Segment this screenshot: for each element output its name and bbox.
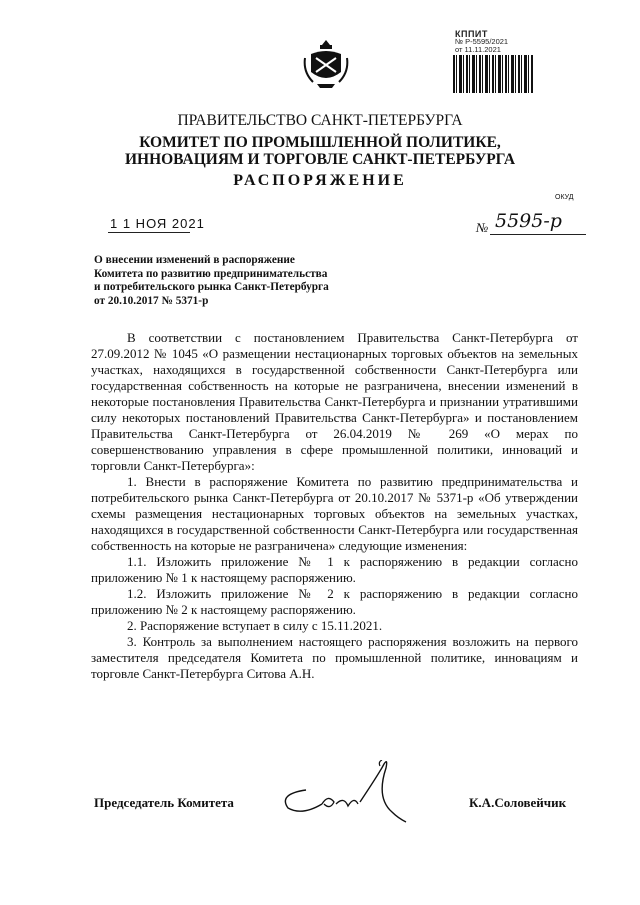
subject-line: О внесении изменений в распоряжение	[94, 254, 295, 266]
subject-line: от 20.10.2017 № 5371-р	[94, 294, 209, 307]
subject-line: и потребительского рынка Санкт-Петербурга	[94, 281, 329, 293]
subject-line: Комитета по развитию предпринимательства	[94, 267, 328, 280]
clause-1: 1. Внести в распоряжение Комитета по развитию предпринимательства и потребительского рынка Санкт-Петербурга от 20.10.2017 № 5371-р «Об утверждении схемы размещения нестационарных торговых объектов на земельных участках, находящихся в государственной собственности Санкт-Петербурга или государственная собственность на которые не разграничена» следующие изменения:	[91, 474, 578, 553]
clause-1-1: 1.1. Изложить приложение № 1 к распоряжению в редакции согласно приложению № 1 к настоящему распоряжению.	[91, 554, 578, 585]
committee-title-line1: КОМИТЕТ ПО ПРОМЫШЛЕННОЙ ПОЛИТИКЕ,	[139, 134, 501, 151]
stamp-number: № Р-5595/2021	[455, 37, 509, 46]
document-type: РАСПОРЯЖЕНИЕ	[233, 172, 407, 189]
committee-title-line2: ИННОВАЦИЯМ И ТОРГОВЛЕ САНКТ-ПЕТЕРБУРГА	[124, 151, 516, 168]
signatory-position: Председатель Комитета	[94, 795, 234, 810]
clause-3: 3. Контроль за выполнением настоящего распоряжения возложить на первого заместителя председателя Комитета по промышленной политике, инновациям и торговле Санкт-Петербурга Ситова А.Н.	[91, 634, 578, 681]
coat-of-arms-icon	[303, 38, 349, 90]
government-title: ПРАВИТЕЛЬСТВО САНКТ-ПЕТЕРБУРГА	[177, 112, 463, 129]
number-label: №	[476, 220, 489, 235]
subject-block	[94, 254, 394, 308]
document-number: 5595-р	[495, 210, 562, 232]
document-body	[91, 330, 578, 682]
okud-label: ОКУД	[555, 194, 574, 201]
number-underline	[490, 234, 586, 235]
barcode	[453, 55, 533, 93]
signatory-name: К.А.Соловейчик	[469, 795, 567, 810]
registration-stamp	[455, 30, 535, 54]
clause-1-2: 1.2. Изложить приложение № 2 к распоряжению в редакции согласно приложению № 2 к настоящему распоряжению.	[91, 586, 578, 617]
clause-2: 2. Распоряжение вступает в силу с 15.11.2021.	[127, 618, 383, 633]
document-date: 1 1 НОЯ 2021	[110, 216, 205, 231]
stamp-title: КППИТ	[455, 29, 488, 39]
preamble-paragraph: В соответствии с постановлением Правительства Санкт-Петербурга от 27.09.2012 № 1045 «О размещении нестационарных торговых объектов на земельных участках, находящихся в государственной собственности Санкт-Петербурга или государственная собственность на которые не разграничена, внесении изменений в некоторые постановления Правительства Санкт-Петербурга и признании утратившими силу некоторых постановлений Правительства Санкт-Петербурга» и постановлением Правительства Санкт-Петербурга от 26.04.2019 № 269 «О мерах по совершенствованию управления в сфере промышленной политики, инноваций и торговли Санкт-Петербурга»:	[91, 330, 578, 473]
handwritten-signature	[276, 760, 416, 830]
stamp-date: от 11.11.2021	[455, 45, 501, 54]
date-underline	[108, 232, 190, 233]
